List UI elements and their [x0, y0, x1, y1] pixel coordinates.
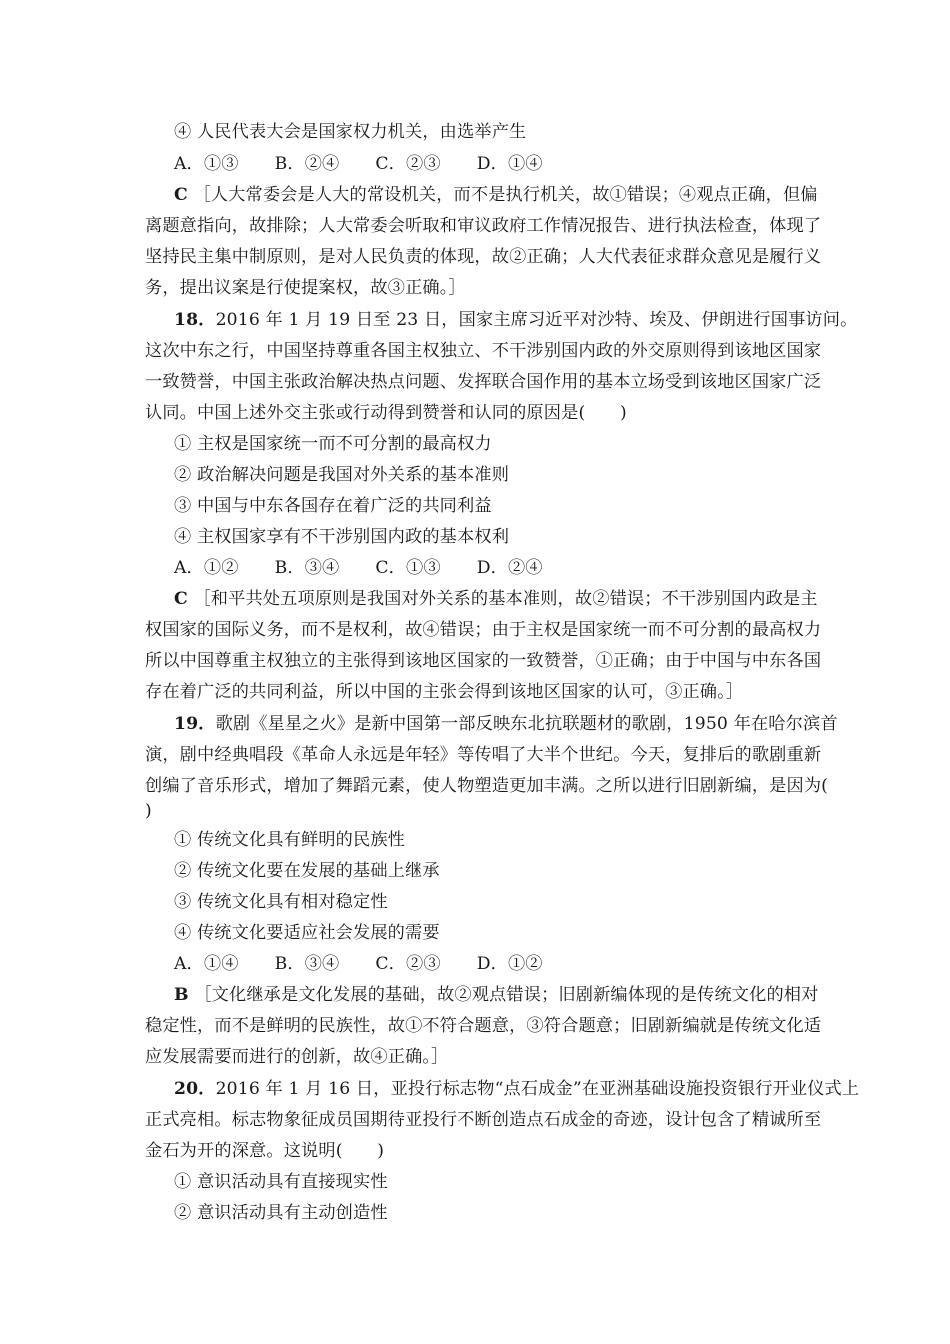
q18-choice-d: D．②④ [476, 558, 543, 578]
q18-explanation-line-3: 所以中国尊重主权独立的主张得到该地区国家的一致赞誉，①正确；由于中国与中东各国 [145, 651, 822, 671]
q20-option-2: ② 意识活动具有主动创造性 [174, 1203, 388, 1223]
q17-choice-b: B．②④ [274, 154, 340, 174]
q19-stem-line-2: 演，剧中经典唱段《革命人永远是年轻》等传唱了大半个世纪。今天，复排后的歌剧重新 [145, 745, 822, 765]
q19-stem-line-3: 创编了音乐形式，增加了舞蹈元素，使人物塑造更加丰满。之所以进行旧剧新编，是因为( [145, 776, 829, 796]
q18-option-1: ① 主权是国家统一而不可分割的最高权力 [174, 434, 492, 454]
q17-explanation-line-2: 离题意指向，故排除；人大常委会听取和审议政府工作情况报告、进行执法检查，体现了 [145, 216, 822, 236]
q19-choice-c: C．②③ [375, 954, 441, 974]
q20-option-1: ① 意识活动具有直接现实性 [174, 1172, 388, 1192]
q17-explanation-line-4: 务，提出议案是行使提案权，故③正确。］ [145, 278, 466, 298]
q20-stem-line-2: 正式亮相。标志物象征成员国期待亚投行不断创造点石成金的奇迹，设计包含了精诚所至 [145, 1110, 822, 1130]
q17-explanation-line-1: C ［人大常委会是人大的常设机关，而不是执行机关，故①错误；④观点正确，但偏 [174, 185, 818, 205]
q19-option-2: ② 传统文化要在发展的基础上继承 [174, 861, 440, 881]
q17-choice-a: A．①③ [174, 154, 239, 174]
q19-choice-d: D．①② [476, 954, 543, 974]
q19-explanation-line-3: 应发展需要而进行的创新，故④正确。］ [145, 1047, 449, 1067]
q17-choice-c: C．②③ [375, 154, 441, 174]
q18-choice-c: C．①③ [375, 558, 441, 578]
q19-answer-letter: B [174, 985, 189, 1005]
q18-number: 18． [174, 310, 216, 330]
q19-stem-line-1: 19．歌剧《星星之火》是新中国第一部反映东北抗联题材的歌剧，1950 年在哈尔滨首 [174, 714, 838, 734]
q18-explanation-line-2: 权国家的国际义务，而不是权利，故④错误；由于主权是国家统一而不可分割的最高权力 [145, 620, 822, 640]
q19-choice-b: B．③④ [274, 954, 340, 974]
q18-stem-line-3: 一致赞誉，中国主张政治解决热点问题、发挥联合国作用的基本立场受到该地区国家广泛 [145, 372, 822, 392]
q19-number: 19． [174, 714, 216, 734]
q18-choices [174, 557, 844, 579]
q18-option-3: ③ 中国与中东各国存在着广泛的共同利益 [174, 496, 492, 516]
q17-explanation-line-3: 坚持民主集中制原则，是对人民负责的体现，故②正确；人大代表征求群众意见是履行义 [145, 247, 822, 267]
q18-stem-line-2: 这次中东之行，中国坚持尊重各国主权独立、不干涉别国内政的外交原则得到该地区国家 [145, 341, 822, 361]
q19-choice-a: A．①④ [174, 954, 239, 974]
q19-choices [174, 953, 844, 975]
q17-option-4: ④ 人民代表大会是国家权力机关，由选举产生 [174, 122, 527, 142]
q18-stem-line-4: 认同。中国上述外交主张或行动得到赞誉和认同的原因是( ) [145, 403, 627, 423]
q18-answer-letter: C [174, 589, 188, 609]
q19-option-1: ① 传统文化具有鲜明的民族性 [174, 830, 406, 850]
q20-stem-line-3: 金石为开的深意。这说明( ) [145, 1141, 385, 1161]
q18-choice-a: A．①② [174, 558, 239, 578]
q18-option-2: ② 政治解决问题是我国对外关系的基本准则 [174, 465, 510, 485]
q18-choice-b: B．③④ [274, 558, 340, 578]
q19-explanation-line-2: 稳定性，而不是鲜明的民族性，故①不符合题意，③符合题意；旧剧新编就是传统文化适 [145, 1016, 822, 1036]
q17-choices [174, 153, 844, 175]
q19-stem-line-4: ) [145, 801, 152, 821]
q19-option-3: ③ 传统文化具有相对稳定性 [174, 892, 388, 912]
q18-stem-line-1: 18．2016 年 1 月 19 日至 23 日，国家主席习近平对沙特、埃及、伊朗进行国事访问。 [174, 310, 858, 330]
q19-option-4: ④ 传统文化要适应社会发展的需要 [174, 923, 440, 943]
q17-answer-letter: C [174, 185, 188, 205]
q20-number: 20． [174, 1079, 216, 1099]
q18-explanation-line-4: 存在着广泛的共同利益，所以中国的主张会得到该地区国家的认可，③正确。］ [145, 682, 744, 702]
q19-explanation-line-1: B ［文化继承是文化发展的基础，故②观点错误；旧剧新编体现的是传统文化的相对 [174, 985, 819, 1005]
q18-explanation-line-1: C ［和平共处五项原则是我国对外关系的基本准则，故②错误；不干涉别国内政是主 [174, 589, 818, 609]
q18-option-4: ④ 主权国家享有不干涉别国内政的基本权利 [174, 527, 510, 547]
q17-choice-d: D．①④ [476, 154, 543, 174]
q20-stem-line-1: 20．2016 年 1 月 16 日，亚投行标志物“点石成金”在亚洲基础设施投资银行开业仪式上 [174, 1079, 860, 1099]
